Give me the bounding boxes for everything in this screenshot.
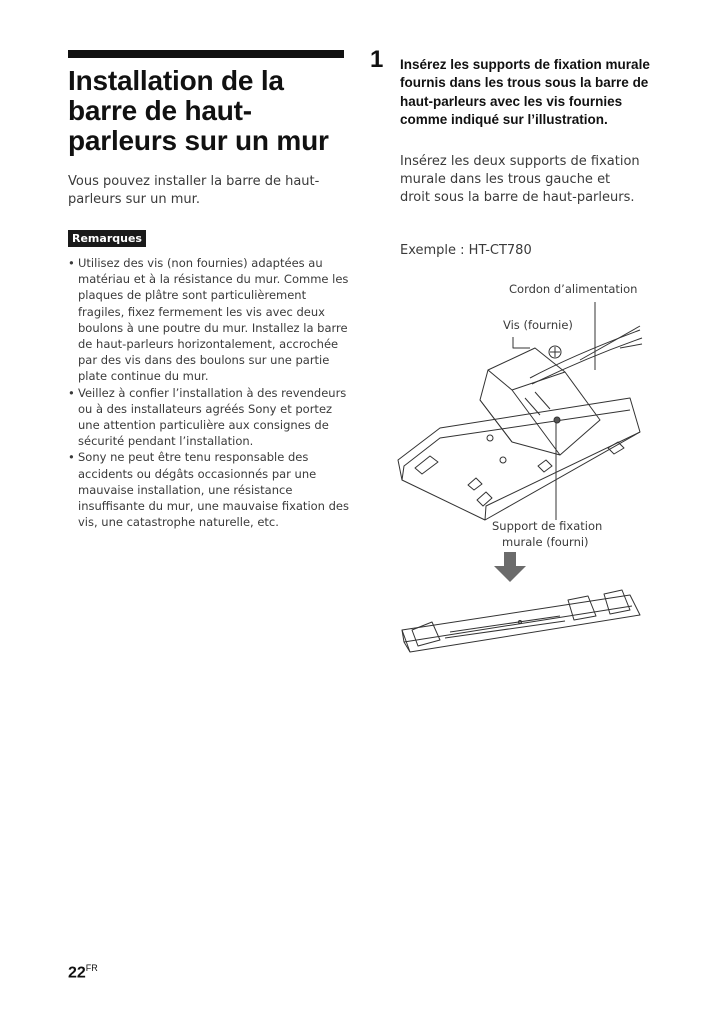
notes-badge: Remarques	[68, 230, 146, 247]
step-instruction: Insérez les supports de fixation murale fournis dans les trous sous la barre de haut-parleurs avec les vis fournies comme indiqué sur l’illustration.	[400, 57, 650, 127]
title-rule	[68, 50, 344, 58]
power-cord-label: Cordon d’alimentation	[509, 282, 638, 296]
bullet-icon: •	[68, 385, 75, 400]
bullet-icon: •	[68, 450, 75, 465]
bullet-icon: •	[68, 256, 75, 270]
example-label: Exemple : HT-CT780	[400, 243, 532, 258]
note-text: Sony ne peut être tenu responsable des accidents ou dégâts occasionnés par une mauvaise installation, une résistance insuffisante du mur, une mauvaise fixation des vis, une catastrophe naturelle, etc.	[78, 450, 349, 530]
installation-illustration	[390, 290, 650, 670]
note-text: Utilisez des vis (non fournies) adaptées au matériau et à la résistance du mur. Comme les plaques de plâtre sont particulièrement fragiles, fixez fermement les vis avec deux boulons à une poutre du mur. Installez la barre de haut-parleurs horizontalement, accrochée par des vis dans des boulons sur une partie plate continue du mur.	[78, 256, 349, 384]
note-text: Veillez à confier l’installation à des revendeurs ou à des installateurs agréés Sony et portez une attention particulière aux consignes de sécurité pendant l’installation.	[78, 385, 347, 449]
language-code: FR	[85, 963, 98, 973]
bracket-label-line1: Support de fixation	[492, 519, 603, 533]
speaker-bar-small	[402, 590, 640, 652]
intro-text: Vous pouvez installer la barre de haut-parleurs sur un mur.	[68, 174, 320, 207]
down-arrow-icon	[494, 552, 526, 582]
screw-label: Vis (fournie)	[503, 318, 573, 332]
page-title: Installation de la barre de haut-parleurs sur un mur	[68, 65, 329, 156]
page-number-value: 22	[68, 964, 86, 982]
page-number	[68, 963, 98, 982]
wall-bracket	[480, 348, 600, 455]
step-detail: Insérez les deux supports de fixation murale dans les trous gauche et droit sous la barre de haut-parleurs.	[400, 154, 640, 205]
list-item	[68, 449, 350, 530]
bracket-label-line2: murale (fourni)	[502, 535, 589, 549]
notes-list	[68, 255, 350, 530]
list-item	[68, 255, 350, 385]
step-number: 1	[370, 46, 384, 73]
screw-callout	[513, 337, 530, 348]
list-item	[68, 385, 350, 450]
